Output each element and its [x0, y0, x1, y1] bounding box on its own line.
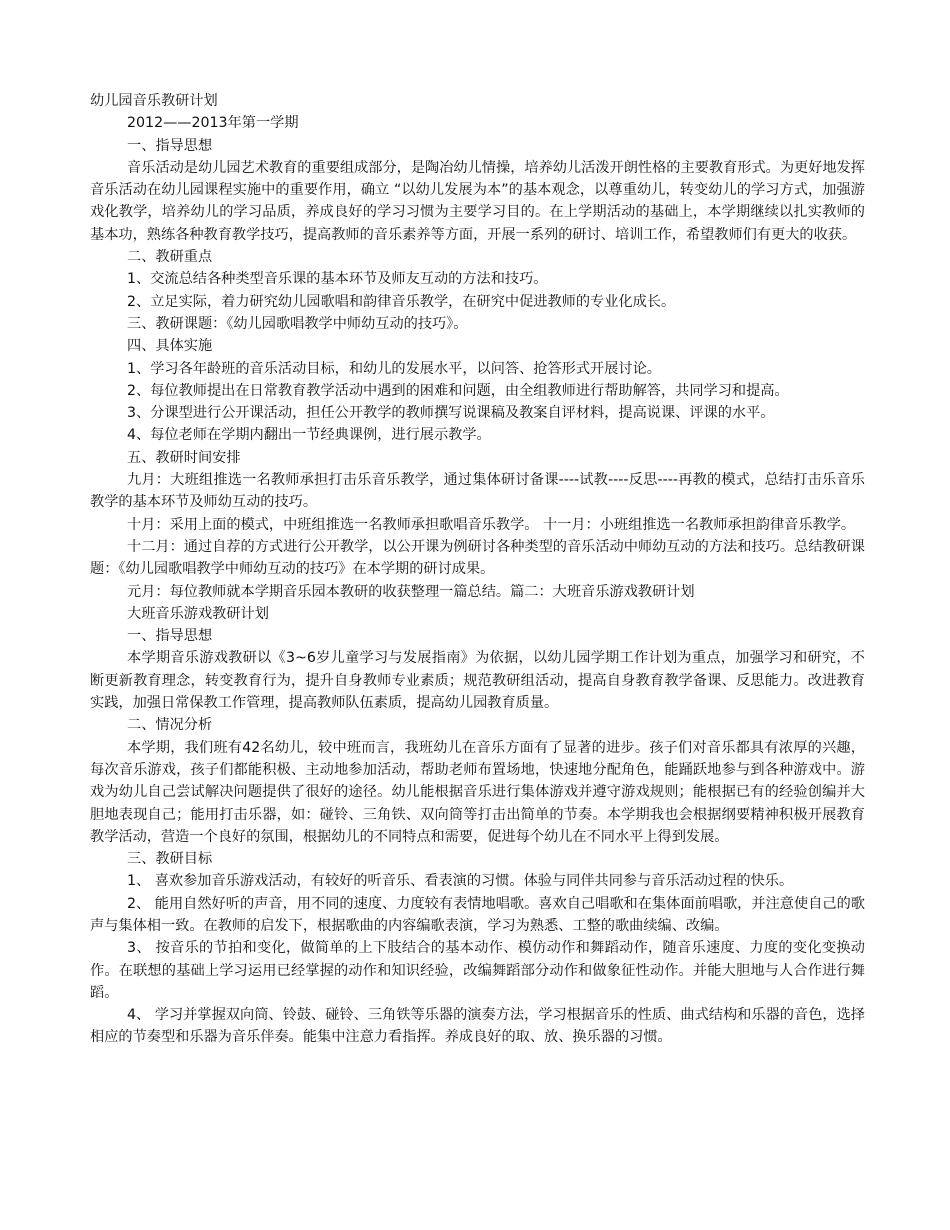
paragraph: 音乐活动是幼儿园艺术教育的重要组成部分，是陶冶幼儿情操，培养幼儿活泼开朗性格的主要教育形式。为更好地发挥音乐活动在幼儿园课程实施中的重要作用，确立 “以幼儿发展为本”的基本观念，以尊重幼儿，转变幼儿的学习方式，加强游戏化教学，培养幼儿的学习品质，养成良好的学习习惯为主要学习目的。在上学期活动的基础上，本学期继续以扎实教师的基本功，熟练各种教育教学技巧，提高教师的音乐素养等方面，开展一系列的研讨、培训工作，希望教师们有更大的收获。 — [90, 159, 865, 243]
paragraph: 2、立足实际，着力研究幼儿园歌唱和韵律音乐教学，在研究中促进教师的专业化成长。 — [127, 293, 676, 310]
paragraph: 3、 按音乐的节拍和变化，做简单的上下肢结合的基本动作、模仿动作和舞蹈动作，随音乐速度、力度的变化变换动作。在联想的基础上学习运用已经掌握的动作和知识经验，改编舞蹈部分动作和做象征性动作。并能大胆地与人合作进行舞蹈。 — [90, 940, 865, 1001]
paragraph: 十二月：通过自荐的方式进行公开教学，以公开课为例研讨各种类型的音乐活动中师幼互动的方法和技巧。总结教研课题：《幼儿园歌唱教学中师幼互动的技巧》在本学期的研讨成果。 — [90, 538, 865, 578]
paragraph: 1、交流总结各种类型音乐课的基本环节及师友互动的方法和技巧。 — [127, 271, 548, 288]
section-heading: 二、教研重点 — [127, 249, 213, 266]
paragraph: 1、学习各年龄班的音乐活动目标，和幼儿的发展水平，以问答、抢答形式开展讨论。 — [127, 360, 661, 377]
paragraph: 元月：每位教师就本学期音乐园本教研的收获整理一篇总结。篇二：大班音乐游戏教研计划 — [127, 583, 695, 600]
section-heading: 五、教研时间安排 — [127, 449, 241, 466]
paragraph: 本学期，我们班有42名幼儿，较中班而言，我班幼儿在音乐方面有了显著的进步。孩子们对音乐都具有浓厚的兴趣，每次音乐游戏，孩子们都能积极、主动地参加活动，帮助老师布置场地，快速地分配角色，能踊跃地参与到各种游戏中。游戏为幼儿自己尝试解决问题提供了很好的途径。幼儿能根据音乐进行集体游戏并遵守游戏规则；能根据已有的经验创编并大胆地表现自己；能用打击乐器，如：碰铃、三角铁、双向筒等打击出简单的节奏。本学期我也会根据纲要精神积极开展教育教学活动，营造一个良好的氛围，根据幼儿的不同特点和需要，促进每个幼儿在不同水平上得到发展。 — [90, 739, 865, 845]
section-heading: 四、具体实施 — [127, 338, 213, 355]
paragraph: 2、 能用自然好听的声音，用不同的速度、力度较有表情地唱歌。喜欢自己唱歌和在集体面前唱歌，并注意使自己的歌声与集体相一致。在教师的启发下，根据歌曲的内容编歌表演，学习为熟悉、工整的歌曲续编、改编。 — [90, 895, 865, 934]
section-heading: 三、教研课题：《幼儿园歌唱教学中师幼互动的技巧》。 — [127, 315, 468, 332]
section-heading: 三、教研目标 — [127, 851, 213, 868]
section-heading: 一、指导思想 — [127, 137, 213, 154]
paragraph: 1、 喜欢参加音乐游戏活动，有较好的听音乐、看表演的习惯。体验与同伴共同参与音乐活动过程的快乐。 — [127, 873, 794, 890]
section-heading: 二、情况分析 — [127, 717, 213, 734]
semester-line: 2012——2013年第一学期 — [127, 115, 299, 132]
section-heading: 一、指导思想 — [127, 628, 213, 645]
paragraph: 4、 学习并掌握双向筒、铃鼓、碰铃、三角铁等乐器的演奏方法，学习根据音乐的性质、曲式结构和乐器的音色，选择相应的节奏型和乐器为音乐伴奏。能集中注意力看指挥。养成良好的取、放、换乐器的习惯。 — [90, 1007, 865, 1046]
subtitle: 大班音乐游戏教研计划 — [127, 605, 269, 622]
paragraph: 3、分课型进行公开课活动，担任公开教学的教师撰写说课稿及教案自评材料，提高说课、评课的水平。 — [127, 405, 775, 422]
document-title: 幼儿园音乐教研计划 — [90, 93, 218, 109]
paragraph: 本学期音乐游戏教研以《3~6岁儿童学习与发展指南》为依据，以幼儿园学期工作计划为重点，加强学习和研究，不断更新教育理念，转变教育行为，提升自身教师专业素质；规范教研组活动，提高自身教育教学备课、反思能力。改进教育实践，加强日常保教工作管理，提高教师队伍素质，提高幼儿园教育质量。 — [90, 650, 865, 712]
paragraph: 2、每位教师提出在日常教育教学活动中遇到的困难和问题，由全组教师进行帮助解答，共同学习和提高。 — [127, 382, 789, 399]
paragraph: 十月：采用上面的模式，中班组推选一名教师承担歌唱音乐教学。 十一月：小班组推选一名教师承担韵律音乐教学。 — [127, 516, 856, 533]
paragraph: 九月：大班组推选一名教师承担打击乐音乐教学，通过集体研讨备课----试教----反思----再教的模式，总结打击乐音乐教学的基本环节及师幼互动的技巧。 — [90, 472, 865, 511]
document-body — [90, 90, 865, 1049]
paragraph: 4、每位老师在学期内翻出一节经典课例，进行展示教学。 — [127, 427, 491, 444]
